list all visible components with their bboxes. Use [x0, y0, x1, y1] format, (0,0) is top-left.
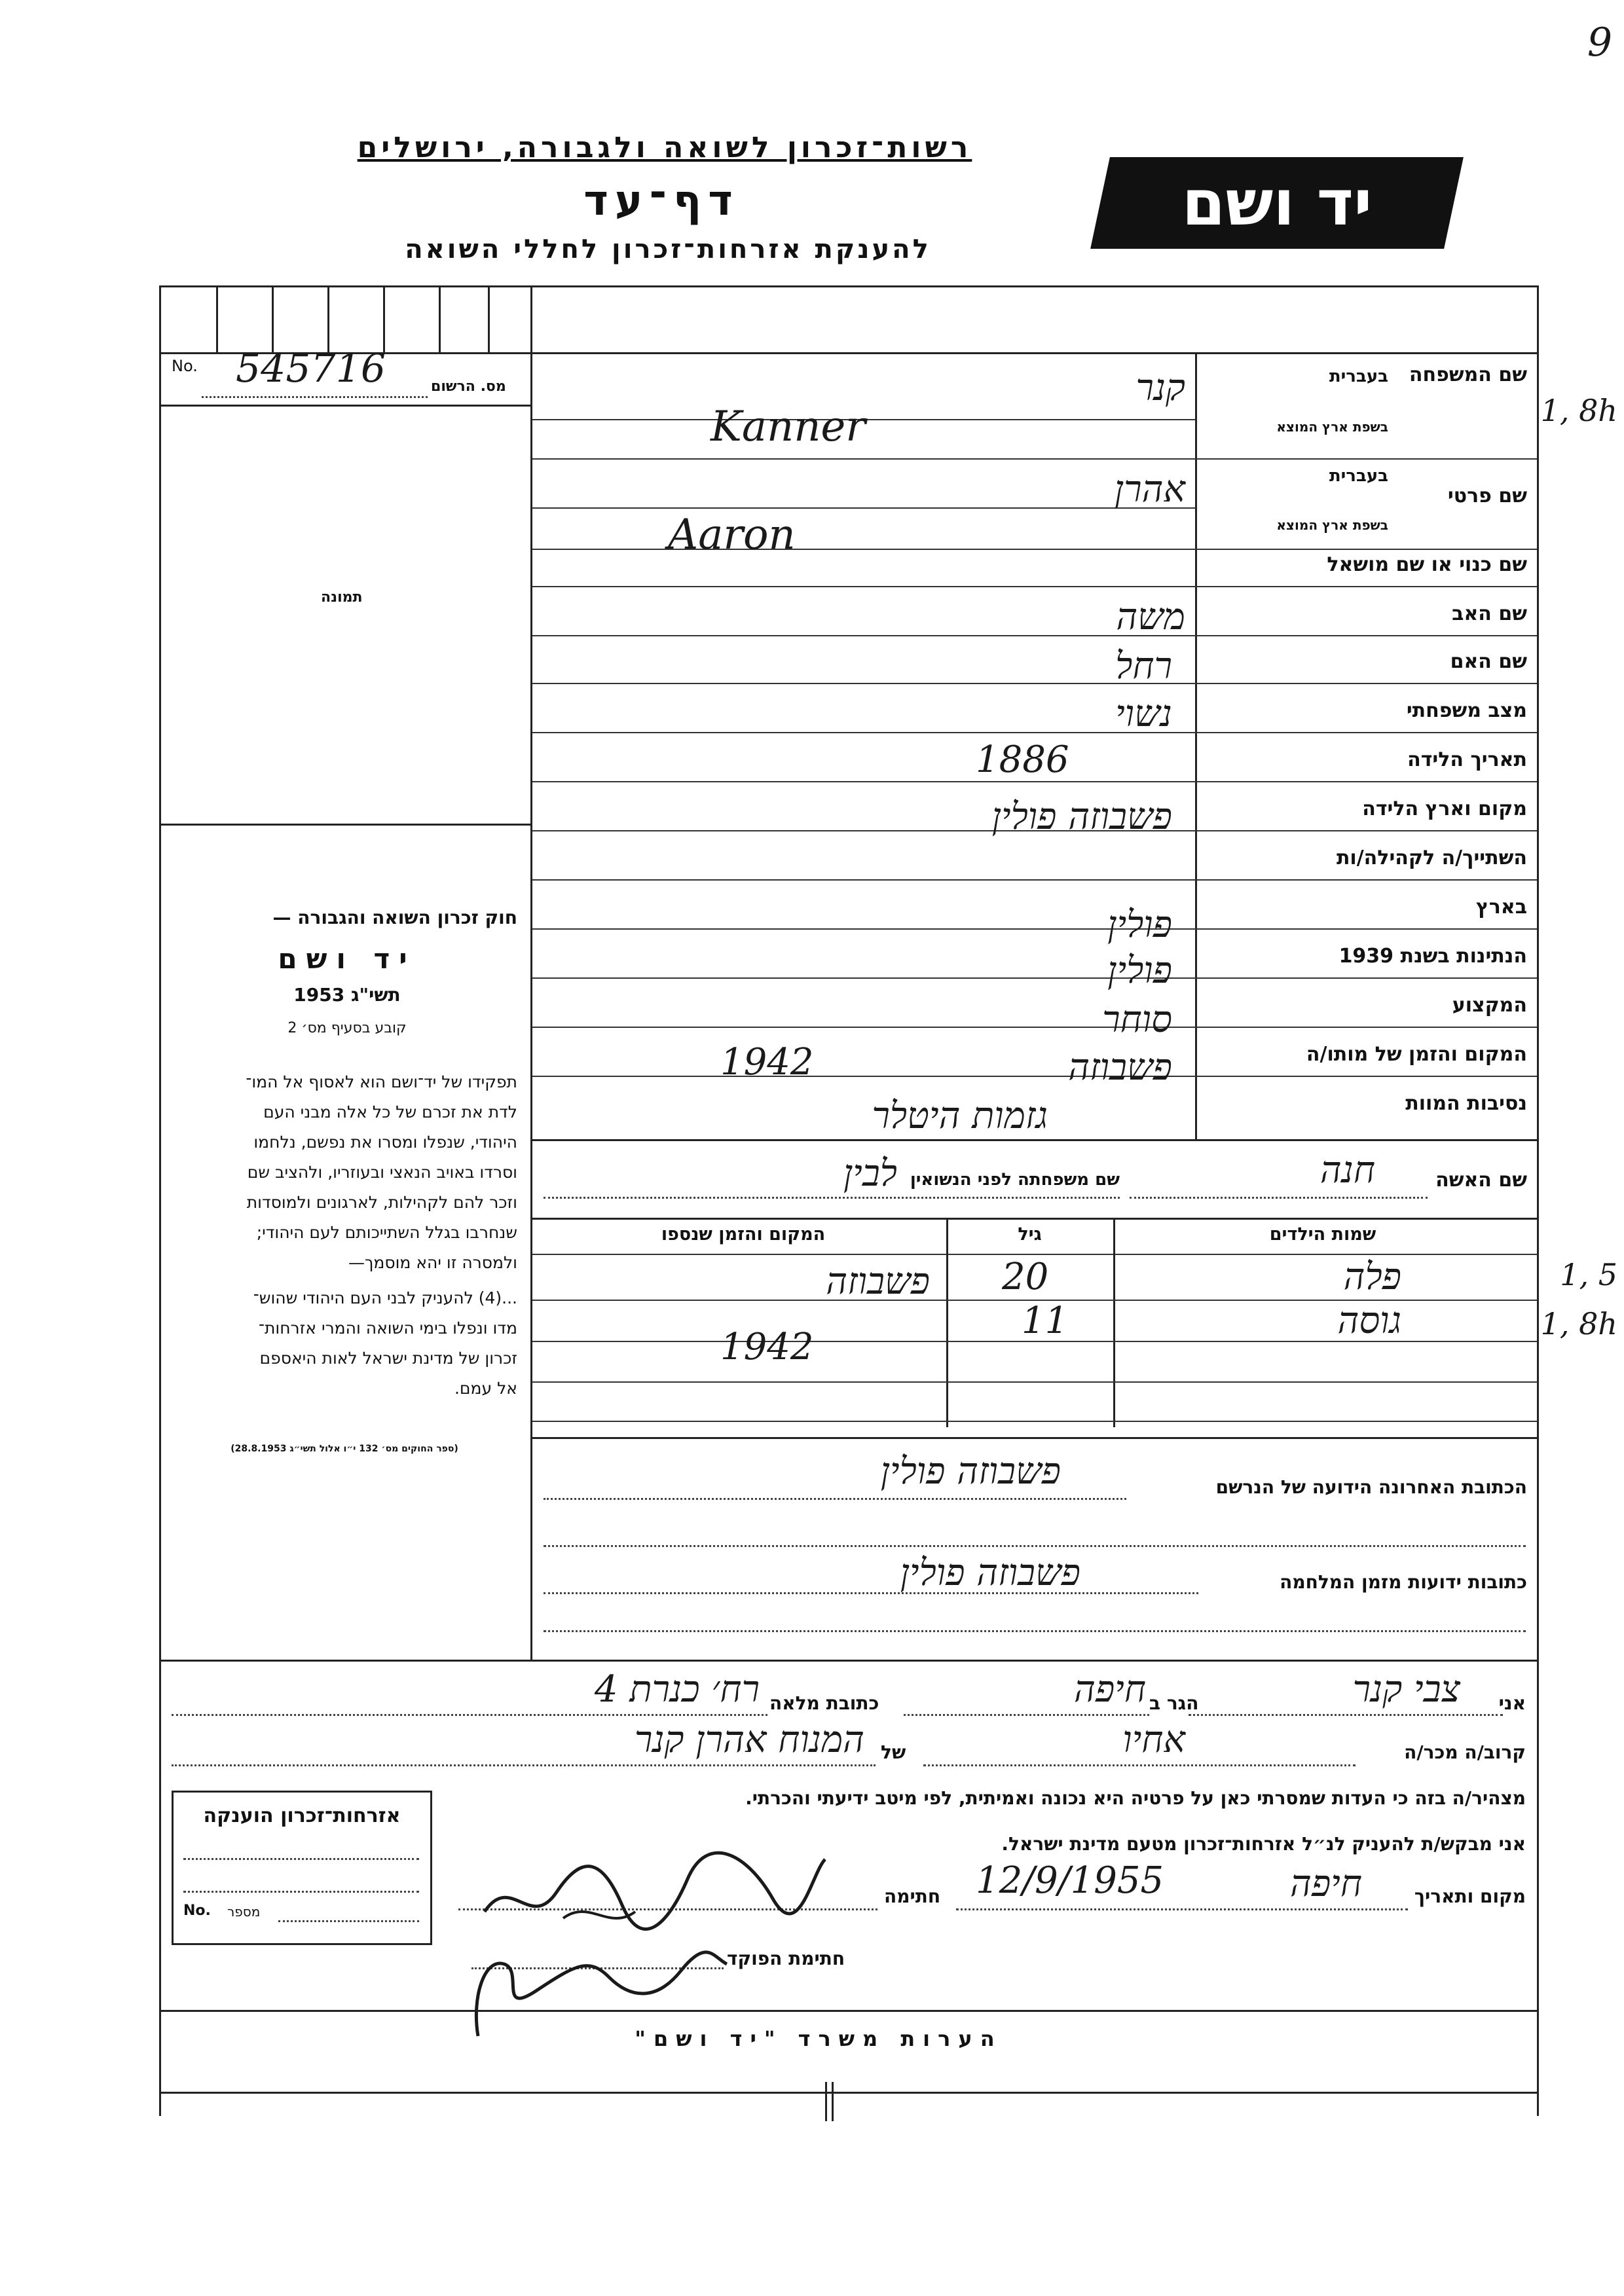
frame-top: [159, 285, 1539, 287]
first-name-label: שם פרטי: [1447, 484, 1527, 507]
label-divider: [1195, 354, 1197, 1139]
cell-divider: [488, 285, 490, 352]
row-line: [1195, 586, 1537, 587]
law-text-line: זכרון של מדינת ישראל לאות היאספם: [259, 1349, 517, 1368]
box-dotline: [183, 1858, 419, 1860]
frame-left: [159, 285, 161, 2116]
birth-place-value: פשבוזה פולין: [991, 795, 1172, 838]
place-date-label: מקום ותאריך: [1414, 1886, 1526, 1907]
row-line: [1195, 830, 1537, 831]
law-section: קובע בסעיף מס׳ 2: [287, 1020, 407, 1036]
birth-date-label: תאריך הלידה: [1407, 748, 1527, 771]
registration-label: מס. הרשום: [431, 378, 506, 395]
family-origin-sub: בשפת ארץ המוצא: [1276, 419, 1388, 435]
address-dotline: [172, 1714, 767, 1716]
row-line: [1195, 683, 1537, 684]
law-footnote: (ספר החוקים מס׳ 132 י״ו אלול תשי״ג 28.8.1953): [231, 1444, 458, 1454]
profession-value: סוחר: [1102, 998, 1172, 1041]
statement-1: מצהיר/ה בזה כי העדות שמסרתי כאן על פרטיה היא נכונה ואמיתית, לפי מיטב ידיעתי והכרתי.: [745, 1787, 1526, 1809]
row-line: [1195, 635, 1537, 636]
children-names-header: שמות הילדים: [1269, 1224, 1376, 1245]
family-name-origin-value: Kanner: [710, 403, 866, 451]
child-2-age: 11: [1022, 1300, 1069, 1342]
profession-label: המקצוע: [1452, 994, 1527, 1017]
family-hebrew-sub: בעברית: [1329, 367, 1388, 386]
family-name-hebrew-value: קנר: [1135, 367, 1185, 409]
death-place-value: פשבוזה: [1068, 1046, 1172, 1089]
relative-value: אחיו: [1122, 1719, 1185, 1761]
entry-line: [532, 549, 1195, 550]
form-subtitle: להענקת אזרחות־זכרון לחללי השואה: [405, 234, 931, 264]
children-place-header: המקום והזמן שנספו: [661, 1224, 826, 1245]
address-dotline: [544, 1545, 1526, 1547]
wife-label: שם האשה: [1435, 1169, 1527, 1192]
box-dotline: [183, 1891, 419, 1893]
child-1-age: 20: [1002, 1256, 1049, 1298]
law-text-line: לדת את זכרם של כל אלה מבני העם: [263, 1102, 517, 1121]
country-value: פולין: [1107, 903, 1172, 946]
family-name-label: שם המשפחה: [1409, 363, 1527, 386]
date-value: 12/9/1955: [976, 1859, 1164, 1902]
entry-line: [532, 458, 1195, 460]
notes-top-line: [159, 2010, 1539, 2012]
relative-label: קרוב/ה מכר/ה: [1404, 1741, 1526, 1763]
resides-dotline: [904, 1714, 1149, 1716]
logo-text: יד ושם: [1181, 166, 1373, 240]
last-address-value: פשבוזה פולין: [880, 1450, 1061, 1493]
date-dotline: [956, 1908, 1408, 1910]
declaration-top-line: [159, 1660, 1539, 1662]
death-cause-label: נסיבות המוות: [1405, 1092, 1527, 1115]
birth-place-label: מקום וארץ הלידה: [1362, 797, 1527, 820]
form-title: דף־עד: [583, 177, 739, 225]
registration-dotline: [202, 396, 428, 398]
row-line: [1195, 1076, 1537, 1077]
children-row-line: [532, 1381, 1538, 1383]
death-cause-value: גזמות היטלר: [872, 1095, 1048, 1137]
resides-label: הגר ב: [1149, 1692, 1199, 1714]
law-text-line: וזכר להם לקהילות, לארגונים ולמוסדות: [246, 1193, 517, 1212]
row-line: [1195, 977, 1537, 979]
first-hebrew-sub: בעברית: [1329, 466, 1388, 486]
of-label: של: [881, 1741, 906, 1763]
law-text-line: וסרדו באויב הנאצי ובעוזריו, ולהציב שם: [247, 1163, 517, 1182]
citizenship-value: פולין: [1107, 949, 1172, 992]
address-label: כתובת מלאה: [769, 1692, 879, 1714]
last-address-label: הכתובת האחרונה הידועה של הנרשם: [1215, 1476, 1527, 1498]
law-year: תשי"ג 1953: [293, 984, 401, 1006]
birth-date-value: 1886: [976, 738, 1069, 781]
row-line: [1195, 732, 1537, 733]
box-dotline: [278, 1920, 419, 1922]
frame-right: [1537, 285, 1539, 2116]
bottom-tick: [825, 2082, 827, 2121]
children-header-line: [532, 1254, 1538, 1255]
marital-value: נשוי: [1115, 693, 1172, 735]
margin-note: 1, 8h: [1540, 393, 1617, 428]
entry-line: [532, 586, 1195, 587]
wartime-address-value: פשבוזה פולין: [900, 1552, 1080, 1594]
maiden-dotline: [544, 1197, 1120, 1199]
cell-divider: [327, 285, 329, 352]
of-dotline: [172, 1764, 876, 1766]
registration-number: 545716: [236, 346, 386, 392]
marital-label: מצב משפחתי: [1406, 699, 1527, 722]
first-name-hebrew-value: אהרן: [1114, 468, 1185, 511]
mother-label: שם האם: [1450, 650, 1527, 673]
mother-value: רחל: [1115, 645, 1172, 687]
registration-line: [159, 405, 530, 407]
cell-divider: [383, 285, 385, 352]
of-value: המנוח אהרן קנר: [634, 1719, 864, 1761]
entry-line: [532, 781, 1195, 782]
law-text-line: ולמסרה זו יהא מוסמך—: [348, 1253, 517, 1272]
column-divider: [530, 285, 532, 1660]
father-value: משה: [1116, 596, 1185, 638]
box-no-label: No.: [183, 1903, 211, 1919]
address-dotline: [544, 1630, 1526, 1632]
entry-line: [532, 879, 1195, 881]
law-paragraph-1: [172, 1067, 517, 1278]
last-address-dotline: [544, 1498, 1126, 1500]
yad-vashem-logo: [1090, 157, 1464, 249]
row-line: [1195, 879, 1537, 881]
page-number: 9: [1587, 20, 1612, 65]
bottom-tick: [832, 2082, 834, 2121]
row-line: [1195, 1027, 1537, 1028]
law-paragraph-2: [172, 1283, 517, 1404]
children-col-divider: [946, 1218, 948, 1427]
wife-top-line: [532, 1139, 1538, 1141]
children-row-line: [532, 1421, 1538, 1422]
law-name: יד ושם: [278, 943, 416, 975]
notes-line: [159, 2092, 1539, 2094]
death-year-value: 1942: [720, 1041, 814, 1084]
registration-no-label: No.: [172, 357, 198, 375]
row-line: [1195, 928, 1537, 930]
cell-divider: [272, 285, 274, 352]
wife-value: חנה: [1320, 1149, 1375, 1192]
cell-divider: [216, 285, 218, 352]
law-text-line: שנחרבו בגלל השתייכותם לעם היהודי;: [256, 1223, 517, 1242]
citizenship-box-title: אזרחות־זכרון הוענקה: [203, 1804, 401, 1827]
relative-dotline: [923, 1764, 1356, 1766]
law-text-line: היהודי, שנפלו ומסרו את נפשם, נלחמו: [253, 1133, 517, 1152]
office-notes-label: הערות משרד "יד ושם": [635, 2026, 1003, 2051]
authority-title: רשות־זכרון לשואה ולגבורה, ירושלים: [357, 131, 972, 164]
wartime-address-label: כתובות ידועות מזמן המלחמה: [1280, 1571, 1527, 1593]
i-label: אני: [1498, 1692, 1526, 1714]
children-age-header: גיל: [1018, 1224, 1042, 1245]
box-number-label: מספר: [227, 1904, 261, 1920]
country-label: בארץ: [1475, 896, 1527, 919]
first-origin-sub: בשפת ארץ המוצא: [1276, 517, 1388, 533]
children-top-line: [532, 1218, 1538, 1220]
margin-note: 1, 8h: [1540, 1306, 1617, 1341]
child-2-name: גוסה: [1337, 1300, 1401, 1342]
law-text-line: תפקידו של יד־ושם הוא לאסוף אל המו־: [246, 1072, 517, 1091]
row-line: [1195, 781, 1537, 782]
row-line: [1195, 458, 1537, 460]
photo-bottom-line: [159, 824, 530, 826]
row-line: [1195, 549, 1537, 550]
margin-note: 1, 5: [1560, 1257, 1617, 1292]
address-top-line: [532, 1437, 1538, 1439]
community-label: השתייך/ה לקהילה/ות: [1336, 847, 1527, 869]
photo-label: תמונה: [321, 589, 363, 606]
officer-label: חתימת הפוקד: [727, 1948, 845, 1969]
maiden-value: לבין: [843, 1152, 897, 1195]
wartime-dotline: [544, 1592, 1198, 1594]
declarant-name: צבי קנר: [1352, 1668, 1460, 1711]
first-name-origin-value: Aaron: [668, 511, 796, 559]
law-text-line: מדו ונפלו בימי השואה והמרי אזרחות־: [258, 1319, 517, 1338]
resides-value: חיפה: [1074, 1668, 1146, 1711]
father-label: שם האב: [1452, 602, 1527, 625]
child-1-name: פלה: [1343, 1256, 1401, 1298]
citizenship-granted-box: [172, 1791, 432, 1945]
statement-2: אני מבקש/ת להעניק לנ״ל אזרחות־זכרון מטעם מדינת ישראל.: [1001, 1833, 1526, 1855]
children-col-divider: [1113, 1218, 1115, 1427]
nickname-label: שם כנוי או שם מושאל: [1327, 553, 1527, 576]
maiden-label: שם משפחתה לפני הנשואין: [910, 1170, 1120, 1190]
place-value: חיפה: [1290, 1863, 1362, 1905]
child-1-place: פשבוזה: [826, 1260, 930, 1303]
wife-dotline: [1130, 1197, 1428, 1199]
death-place-label: המקום והזמן של מותו/ה: [1306, 1043, 1527, 1066]
cell-divider: [439, 285, 441, 352]
citizenship-label: הנתינות בשנת 1939: [1338, 945, 1527, 968]
address-value: רח׳ כנרת 4: [594, 1668, 760, 1711]
law-line: חוק זכרון השואה והגבורה —: [272, 907, 517, 928]
child-2-place: 1942: [720, 1326, 814, 1368]
signature-label: חתימה: [884, 1886, 941, 1907]
law-text-line: אל עמם.: [454, 1379, 517, 1398]
name-dotline: [1189, 1714, 1503, 1716]
law-text-line: ...(4) להעניק לבני העם היהודי שהוש־: [253, 1288, 517, 1307]
